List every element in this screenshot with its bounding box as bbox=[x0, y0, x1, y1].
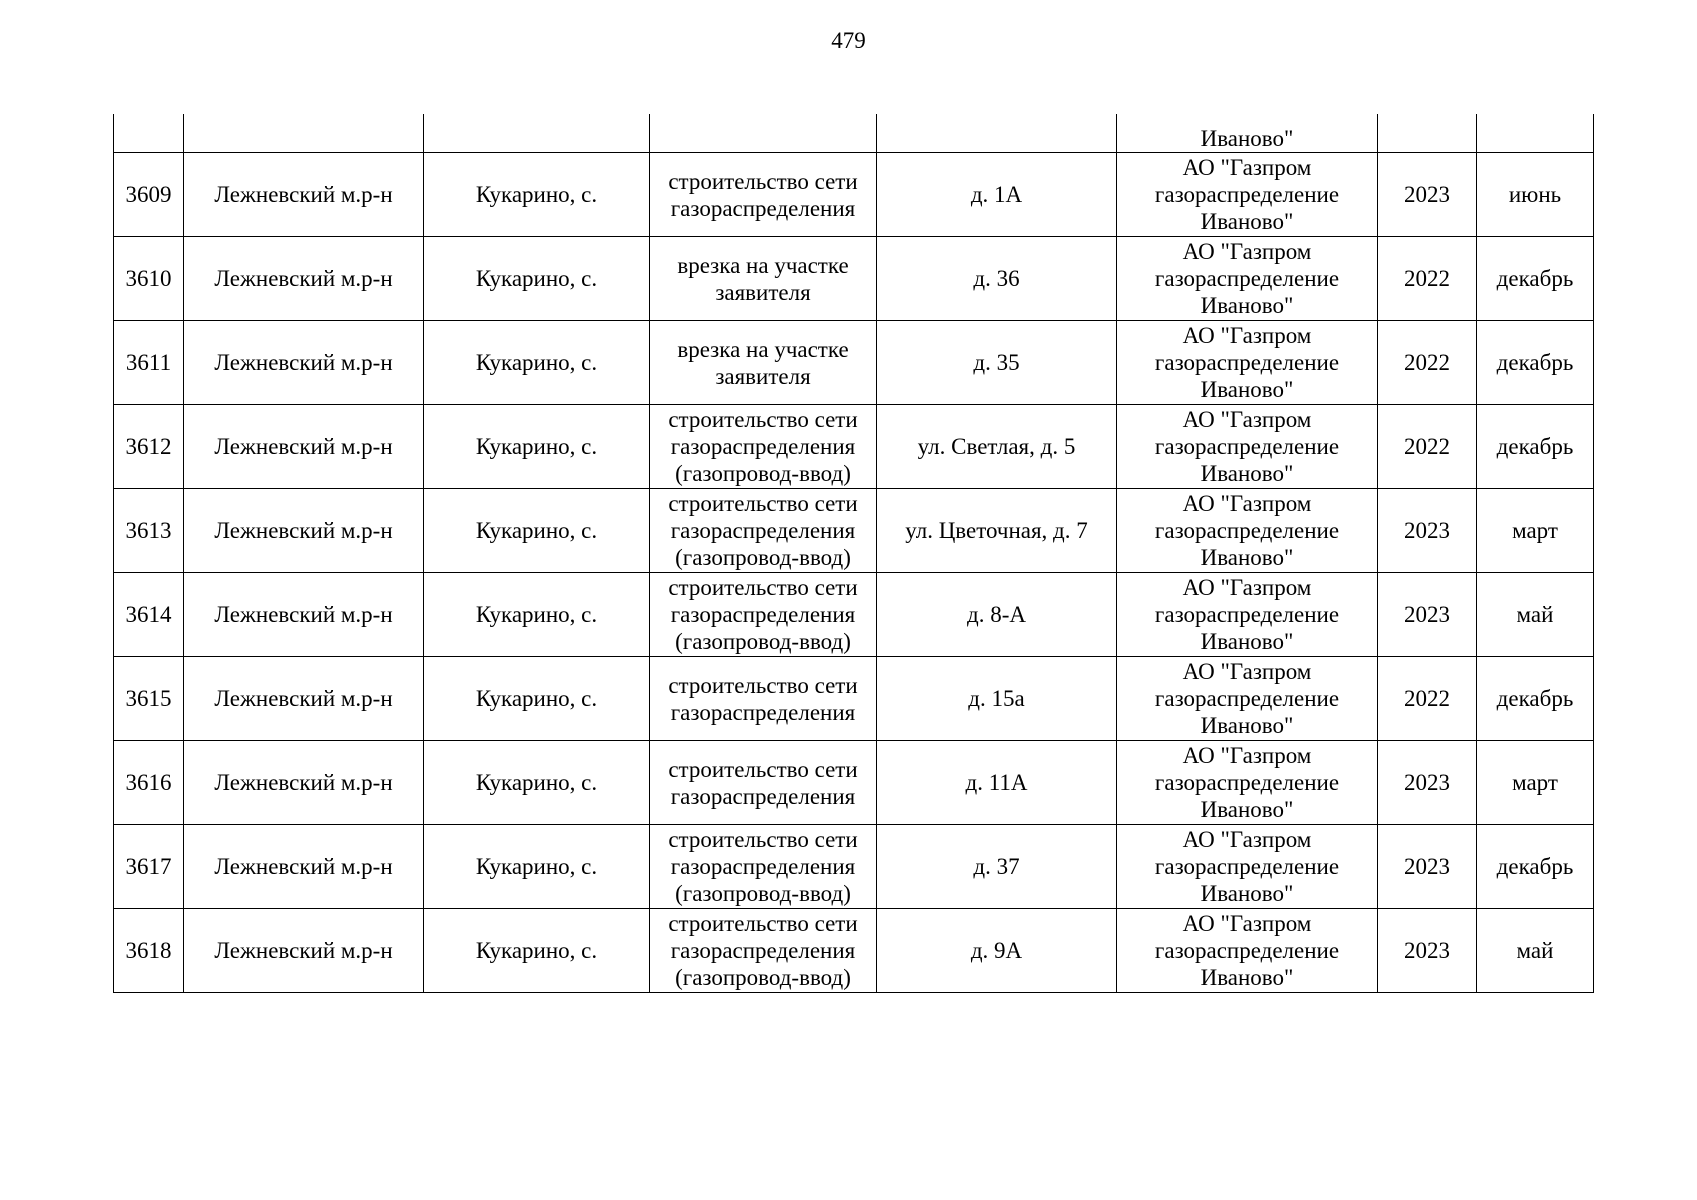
cell-work-type-line: (газопровод-ввод) bbox=[675, 965, 851, 990]
continuation-row bbox=[114, 114, 1594, 153]
cell-district: Лежневский м.р-н bbox=[184, 237, 424, 321]
cell-settlement: Кукарино, с. bbox=[424, 489, 650, 573]
cell-work-type-line: (газопровод-ввод) bbox=[675, 629, 851, 654]
cell-work-type bbox=[650, 321, 877, 405]
cell-work-type bbox=[650, 237, 877, 321]
cell-settlement: Кукарино, с. bbox=[424, 573, 650, 657]
cell-id: 3615 bbox=[114, 657, 184, 741]
cell-month bbox=[1477, 114, 1594, 153]
cell-address: д. 35 bbox=[877, 321, 1117, 405]
cell-organization-line: газораспределение bbox=[1154, 434, 1340, 459]
cell-work-type-line: строительство сети bbox=[668, 491, 858, 516]
cell-district: Лежневский м.р-н bbox=[184, 909, 424, 993]
cell-work-type bbox=[650, 405, 877, 489]
cell-month: декабрь bbox=[1477, 321, 1594, 405]
cell-organization-line: АО "Газпром bbox=[1182, 155, 1312, 180]
cell-district: Лежневский м.р-н bbox=[184, 489, 424, 573]
cell-district bbox=[184, 114, 424, 153]
cell-work-type-line: газораспределения bbox=[670, 434, 856, 459]
cell-organization bbox=[1117, 153, 1378, 237]
cell-address: ул. Цветочная, д. 7 bbox=[877, 489, 1117, 573]
table-row bbox=[114, 825, 1594, 909]
cell-work-type bbox=[650, 909, 877, 993]
cell-id: 3614 bbox=[114, 573, 184, 657]
cell-work-type-line: врезка на участке bbox=[677, 252, 849, 278]
cell-year: 2023 bbox=[1378, 909, 1477, 993]
cell-address bbox=[877, 114, 1117, 153]
cell-work-type-line: заявителя bbox=[715, 279, 811, 305]
cell-organization bbox=[1117, 405, 1378, 489]
cell-id: 3617 bbox=[114, 825, 184, 909]
cell-work-type-line: врезка на участке bbox=[677, 336, 849, 362]
cell-organization-line: АО "Газпром bbox=[1182, 659, 1312, 684]
cell-settlement: Кукарино, с. bbox=[424, 657, 650, 741]
cell-id: 3616 bbox=[114, 741, 184, 825]
cell-district: Лежневский м.р-н bbox=[184, 321, 424, 405]
cell-address: д. 37 bbox=[877, 825, 1117, 909]
cell-month: июнь bbox=[1477, 153, 1594, 237]
cell-organization-line: Иваново" bbox=[1200, 881, 1294, 906]
cell-organization-line: газораспределение bbox=[1154, 350, 1340, 375]
cell-organization-line: газораспределение bbox=[1154, 770, 1340, 795]
cell-work-type bbox=[650, 657, 877, 741]
cell-settlement: Кукарино, с. bbox=[424, 153, 650, 237]
table-row bbox=[114, 489, 1594, 573]
cell-district: Лежневский м.р-н bbox=[184, 825, 424, 909]
cell-organization bbox=[1117, 657, 1378, 741]
table-row bbox=[114, 321, 1594, 405]
cell-year: 2022 bbox=[1378, 657, 1477, 741]
cell-address: д. 11А bbox=[877, 741, 1117, 825]
cell-address: д. 9А bbox=[877, 909, 1117, 993]
table-row bbox=[114, 573, 1594, 657]
cell-organization bbox=[1117, 489, 1378, 573]
cell-year bbox=[1378, 114, 1477, 153]
cell-district: Лежневский м.р-н bbox=[184, 405, 424, 489]
cell-work-type-line: газораспределения bbox=[670, 602, 856, 627]
cell-organization-line: Иваново" bbox=[1200, 209, 1294, 234]
cell-organization-line: газораспределение bbox=[1154, 854, 1340, 879]
table-row bbox=[114, 741, 1594, 825]
table-row bbox=[114, 405, 1594, 489]
cell-work-type-line: (газопровод-ввод) bbox=[675, 545, 851, 570]
gasification-table bbox=[113, 114, 1594, 993]
cell-address: д. 1А bbox=[877, 153, 1117, 237]
page-number: 479 bbox=[831, 28, 866, 53]
cell-organization bbox=[1117, 237, 1378, 321]
cell-work-type-line: газораспределения bbox=[670, 854, 856, 879]
cell-year: 2022 bbox=[1378, 405, 1477, 489]
cell-month: март bbox=[1477, 489, 1594, 573]
cell-organization-line: АО "Газпром bbox=[1182, 911, 1312, 936]
cell-month: декабрь bbox=[1477, 825, 1594, 909]
cell-organization bbox=[1117, 825, 1378, 909]
cell-work-type-line: строительство сети bbox=[668, 407, 858, 432]
cell-district: Лежневский м.р-н bbox=[184, 153, 424, 237]
cell-work-type bbox=[650, 825, 877, 909]
cell-settlement: Кукарино, с. bbox=[424, 237, 650, 321]
cell-address: д. 15а bbox=[877, 657, 1117, 741]
cell-settlement: Кукарино, с. bbox=[424, 825, 650, 909]
cell-work-type bbox=[650, 114, 877, 153]
table-row bbox=[114, 657, 1594, 741]
cell-year: 2023 bbox=[1378, 153, 1477, 237]
cell-organization-line: Иваново" bbox=[1200, 545, 1294, 570]
cell-month: декабрь bbox=[1477, 405, 1594, 489]
cell-work-type bbox=[650, 153, 877, 237]
cell-organization bbox=[1117, 741, 1378, 825]
cell-work-type-line: строительство сети bbox=[668, 911, 858, 936]
cell-organization-line: Иваново" bbox=[1200, 629, 1294, 654]
cell-month: май bbox=[1477, 909, 1594, 993]
cell-organization-line: АО "Газпром bbox=[1182, 407, 1312, 432]
cell-district: Лежневский м.р-н bbox=[184, 657, 424, 741]
cell-year: 2023 bbox=[1378, 825, 1477, 909]
cell-work-type-line: газораспределения bbox=[670, 699, 856, 725]
cell-organization-line: газораспределение bbox=[1154, 686, 1340, 711]
cell-month: декабрь bbox=[1477, 237, 1594, 321]
table-row bbox=[114, 153, 1594, 237]
cell-district: Лежневский м.р-н bbox=[184, 573, 424, 657]
cell-work-type-line: газораспределения bbox=[670, 938, 856, 963]
table-row bbox=[114, 909, 1594, 993]
cell-organization: Иваново" bbox=[1117, 114, 1378, 153]
cell-organization-line: газораспределение bbox=[1154, 266, 1340, 291]
cell-work-type-line: строительство сети bbox=[668, 672, 858, 698]
cell-id: 3610 bbox=[114, 237, 184, 321]
cell-work-type-line: строительство сети bbox=[668, 827, 858, 852]
cell-year: 2022 bbox=[1378, 237, 1477, 321]
table-body bbox=[114, 114, 1594, 993]
cell-id: 3609 bbox=[114, 153, 184, 237]
cell-organization-line: газораспределение bbox=[1154, 182, 1340, 207]
table-row bbox=[114, 237, 1594, 321]
cell-organization-line: АО "Газпром bbox=[1182, 491, 1312, 516]
cell-organization-line: АО "Газпром bbox=[1182, 743, 1312, 768]
cell-work-type bbox=[650, 489, 877, 573]
cell-settlement: Кукарино, с. bbox=[424, 321, 650, 405]
cell-work-type-line: (газопровод-ввод) bbox=[675, 881, 851, 906]
cell-work-type-line: строительство сети bbox=[668, 168, 858, 194]
cell-organization-line: Иваново" bbox=[1200, 461, 1294, 486]
cell-year: 2023 bbox=[1378, 741, 1477, 825]
cell-year: 2023 bbox=[1378, 573, 1477, 657]
cell-month: декабрь bbox=[1477, 657, 1594, 741]
cell-organization-line: Иваново" bbox=[1200, 713, 1294, 738]
cell-organization-line: Иваново" bbox=[1200, 797, 1294, 822]
cell-id: 3618 bbox=[114, 909, 184, 993]
cell-organization-line: газораспределение bbox=[1154, 602, 1340, 627]
cell-month: май bbox=[1477, 573, 1594, 657]
cell-month: март bbox=[1477, 741, 1594, 825]
cell-work-type-line: газораспределения bbox=[670, 783, 856, 809]
cell-organization-line: АО "Газпром bbox=[1182, 575, 1312, 600]
cell-year: 2022 bbox=[1378, 321, 1477, 405]
cell-organization bbox=[1117, 909, 1378, 993]
cell-organization-line: Иваново" bbox=[1200, 377, 1294, 402]
cell-settlement: Кукарино, с. bbox=[424, 909, 650, 993]
cell-id: 3611 bbox=[114, 321, 184, 405]
cell-organization-line: АО "Газпром bbox=[1182, 827, 1312, 852]
cell-id: 3613 bbox=[114, 489, 184, 573]
cell-organization-line: газораспределение bbox=[1154, 938, 1340, 963]
cell-organization-line: АО "Газпром bbox=[1182, 239, 1312, 264]
cell-settlement: Кукарино, с. bbox=[424, 405, 650, 489]
cell-id bbox=[114, 114, 184, 153]
cell-year: 2023 bbox=[1378, 489, 1477, 573]
cell-work-type bbox=[650, 741, 877, 825]
cell-address: ул. Светлая, д. 5 bbox=[877, 405, 1117, 489]
cell-work-type-line: газораспределения bbox=[670, 195, 856, 221]
cell-work-type-line: строительство сети bbox=[668, 575, 858, 600]
cell-organization bbox=[1117, 321, 1378, 405]
cell-settlement bbox=[424, 114, 650, 153]
cell-settlement: Кукарино, с. bbox=[424, 741, 650, 825]
cell-work-type bbox=[650, 573, 877, 657]
cell-id: 3612 bbox=[114, 405, 184, 489]
cell-work-type-line: заявителя bbox=[715, 363, 811, 389]
cell-work-type-line: строительство сети bbox=[668, 756, 858, 782]
cell-organization-line: Иваново" bbox=[1200, 965, 1294, 990]
cell-organization-line: Иваново" bbox=[1200, 293, 1294, 318]
cell-address: д. 36 bbox=[877, 237, 1117, 321]
cell-work-type-line: газораспределения bbox=[670, 518, 856, 543]
cell-district: Лежневский м.р-н bbox=[184, 741, 424, 825]
cell-organization-line: газораспределение bbox=[1154, 518, 1340, 543]
cell-organization bbox=[1117, 573, 1378, 657]
cell-organization-line: АО "Газпром bbox=[1182, 323, 1312, 348]
cell-address: д. 8-А bbox=[877, 573, 1117, 657]
cell-work-type-line: (газопровод-ввод) bbox=[675, 461, 851, 486]
